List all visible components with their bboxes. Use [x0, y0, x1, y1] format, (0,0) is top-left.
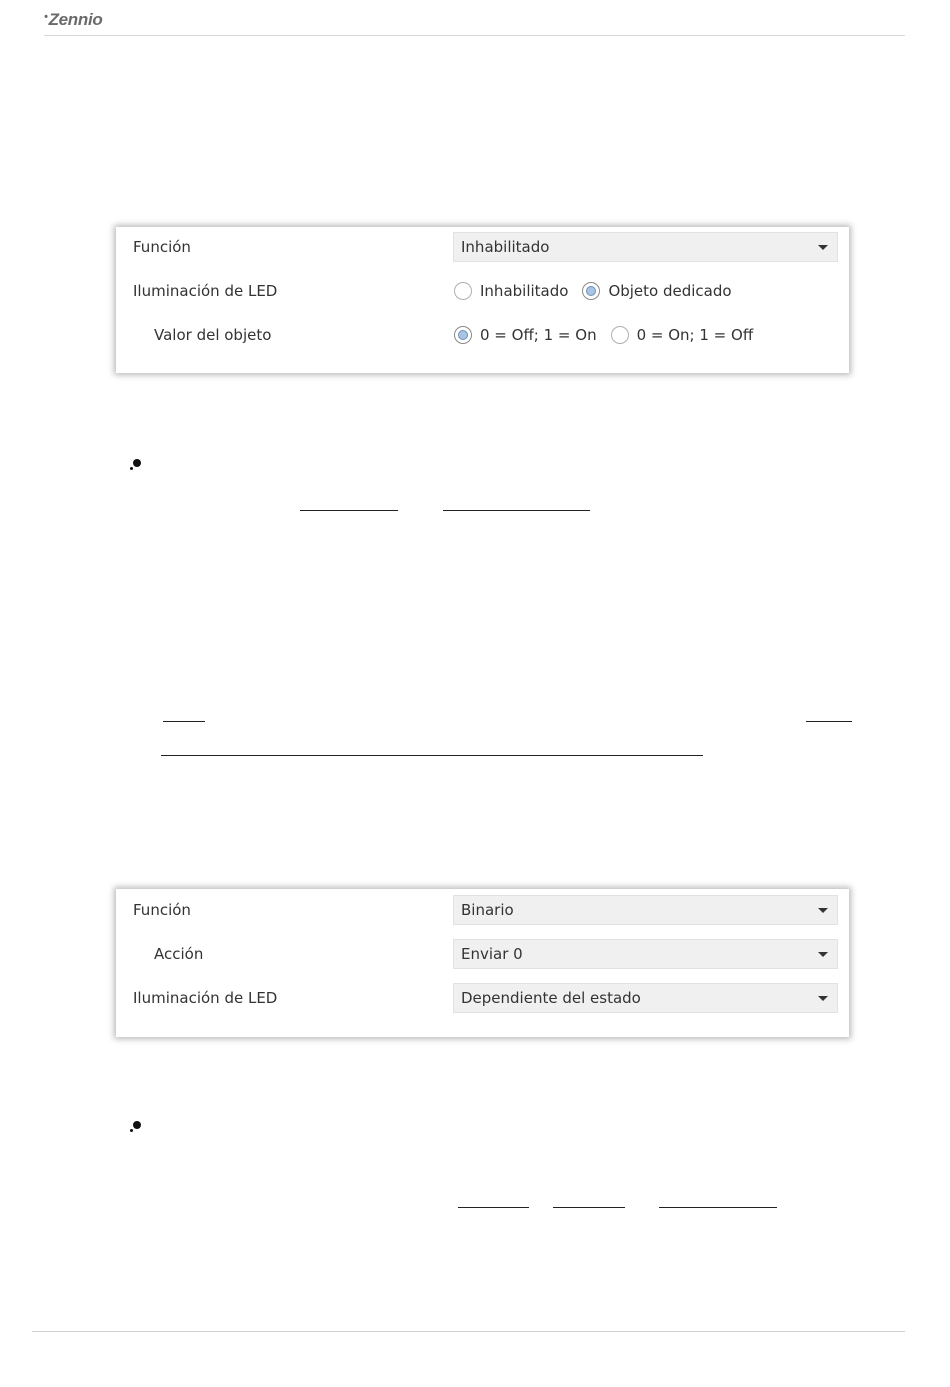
underline-mark — [806, 721, 852, 722]
radio-label: 0 = On; 1 = Off — [636, 326, 754, 344]
chevron-down-icon — [818, 996, 828, 1001]
param-row-iluminacion-led — [116, 274, 849, 308]
radio-on-icon[interactable] — [582, 282, 600, 300]
param-label: Iluminación de LED — [133, 989, 278, 1007]
param-row-funcion — [116, 893, 849, 927]
underline-mark — [300, 510, 398, 511]
chevron-down-icon — [818, 908, 828, 913]
led-radio-group — [454, 282, 746, 300]
param-row-accion — [116, 937, 849, 971]
radio-on-icon[interactable] — [454, 326, 472, 344]
param-label: Función — [133, 901, 191, 919]
radio-on-off[interactable] — [611, 326, 754, 344]
underline-mark — [458, 1207, 529, 1208]
radio-label: Inhabilitado — [480, 282, 569, 300]
funcion-select[interactable] — [453, 232, 838, 262]
chevron-down-icon — [818, 245, 828, 250]
select-value: Binario — [461, 901, 514, 919]
param-label: Acción — [154, 945, 204, 963]
radio-label: Objeto dedicado — [608, 282, 732, 300]
underline-mark — [161, 755, 703, 756]
param-label: Valor del objeto — [154, 326, 272, 344]
parameters-panel-disabled — [116, 227, 849, 373]
bullet-icon — [130, 1121, 140, 1133]
logo-text: Zennio — [48, 10, 103, 29]
iluminacion-led-select[interactable] — [453, 983, 838, 1013]
select-value: Inhabilitado — [461, 238, 550, 256]
radio-objeto-dedicado[interactable] — [582, 282, 731, 300]
bullet-icon — [130, 459, 140, 471]
param-label: Función — [133, 238, 191, 256]
radio-off-on[interactable] — [454, 326, 597, 344]
footer-divider — [32, 1331, 905, 1332]
valor-radio-group — [454, 326, 767, 344]
param-row-valor-objeto — [116, 318, 849, 352]
funcion-select[interactable] — [453, 895, 838, 925]
accion-select[interactable] — [453, 939, 838, 969]
select-value: Dependiente del estado — [461, 989, 641, 1007]
underline-mark — [443, 510, 590, 511]
param-row-iluminacion-led — [116, 981, 849, 1015]
underline-mark — [553, 1207, 625, 1208]
param-row-funcion — [116, 230, 849, 264]
chevron-down-icon — [818, 952, 828, 957]
parameters-panel-binary — [116, 889, 849, 1037]
radio-label: 0 = Off; 1 = On — [480, 326, 597, 344]
header-divider — [44, 35, 905, 36]
underline-mark — [659, 1207, 777, 1208]
logo-dots-icon: • — [44, 11, 48, 23]
underline-mark — [163, 721, 205, 722]
select-value: Enviar 0 — [461, 945, 523, 963]
param-label: Iluminación de LED — [133, 282, 278, 300]
radio-off-icon[interactable] — [454, 282, 472, 300]
radio-off-icon[interactable] — [611, 326, 629, 344]
radio-inhabilitado[interactable] — [454, 282, 568, 300]
zennio-logo — [44, 10, 102, 30]
